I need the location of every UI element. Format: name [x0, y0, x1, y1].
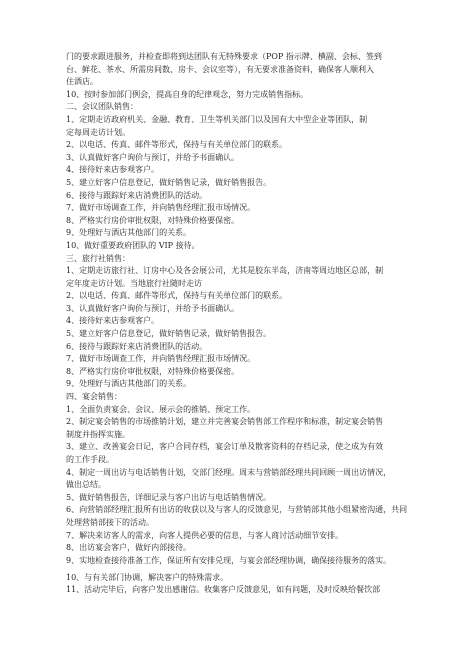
- text-line: 5、建立好客户信息登记，做好销售记录，做好销售报告。: [66, 177, 272, 187]
- text-line: 门的要求跟进服务，并检查即将到达团队有无特殊要求（POP 指示牌、横副、会标、签到: [66, 52, 382, 61]
- text-line: 2、以电话、传真、邮件等形式，保持与有关单位部门的联系。: [66, 291, 288, 301]
- text-line: 4、接待好来店参观客户。: [66, 316, 160, 326]
- text-line: 4、接待好来店参观客户。: [66, 165, 160, 175]
- text-line: 8、出访宴会客户，做好内部接待。: [66, 543, 192, 553]
- text-line: 1、定期走访政府机关、金融、教育、卫生等机关部门以及国有大中型企业等团队，制: [66, 114, 368, 124]
- text-line: 7、解决来访客人的需求，向客人提供必要的信息，与客人商讨活动细节安排。: [66, 530, 344, 540]
- text-line: 9、处理好与酒店其他部门的关系。: [66, 228, 192, 238]
- text-line: 6、接待与跟踪好来店消费团队的活动。: [66, 341, 208, 351]
- text-line: 9、实地检查接待准备工作，保证所有安排兑现，与宴会部经理协调，确保接待服务的落实。: [66, 555, 392, 565]
- text-line: 处理营销部接下的活动。: [66, 517, 154, 527]
- text-line: 4、制定一周出访与电话销售计划，交部门经理。周末与营销部经理共同回顾一周出访情况，: [66, 467, 392, 477]
- text-line: 10、做好重要政府团队的 VIP 接待。: [66, 240, 200, 250]
- text-line: 做出总结。: [66, 480, 106, 490]
- text-line: 定年度走访计划。当地旅行社随时走访: [66, 278, 202, 288]
- text-line: 的工作手段。: [66, 455, 114, 464]
- text-line: 10、按时参加部门例会，提高自身的纪律观念，努力完成销售指标。: [66, 89, 309, 99]
- text-line: 3、认真做好客户询价与预订，并给予书面确认。: [66, 303, 240, 313]
- text-line: 2、以电话、传真、邮件等形式，保持与有关单位部门的联系。: [66, 140, 288, 150]
- text-line: 二、会议团队销售：: [66, 102, 138, 112]
- text-line: 7、做好市场调查工作，并向销售经理汇报市场情况。: [66, 203, 256, 213]
- text-line: 6、接待与跟踪好来店消费团队的活动。: [66, 190, 208, 200]
- text-line: 11、活动完毕后，向客户发出感谢信。收集客户反馈意见，如有问题，及时反映给餐饮部: [66, 585, 381, 595]
- text-line: 5、做好销售报告，详细记录与客户出访与电话销售情况。: [66, 492, 272, 502]
- text-line: 8、严格实行房价审批权限，对特殊价格要保密。: [66, 215, 240, 225]
- text-line: 三、旅行社销售：: [66, 253, 130, 263]
- text-line: 3、建立、改善宴会日记，客户合同存档，宴会订单及散客资料的存档记录，使之成为有效: [66, 442, 384, 452]
- text-line: 1、全面负责宴会、会议、展示会的推销、预定工作。: [66, 404, 256, 414]
- text-line: 台、鲜花、茶水、所需房间数、房卡、会议室等），有无要求准备资料，确保客人顺利入: [66, 64, 374, 74]
- text-line: 8、严格实行房价审批权限，对特殊价格要保密。: [66, 366, 240, 376]
- text-line: 制度并指挥实施。: [66, 429, 130, 439]
- text-line: 6、向营销部经理汇报所有出访的收获以及与客人的反馈意见，与营销部其他小组紧密沟通，共同: [66, 505, 408, 515]
- text-line: 10、与有关部门协调，解决客户的特殊需求。: [66, 572, 229, 582]
- text-line: 7、做好市场调查工作，并向销售经理汇报市场情况。: [66, 354, 256, 364]
- text-line: 2、制定宴会销售的市场推销计划，建立并完善宴会销售部工作程序和标准，制定宴会销售: [66, 417, 384, 427]
- text-line: 四、宴会销售：: [66, 392, 122, 402]
- text-line: 定每周走访计划。: [66, 127, 130, 137]
- text-line: 住酒店。: [66, 77, 98, 87]
- text-line: 5、建立好客户信息登记，做好销售记录，做好销售报告。: [66, 329, 272, 339]
- text-line: 9、处理好与酒店其他部门的关系。: [66, 379, 192, 389]
- text-line: 3、认真做好客户询价与预订，并给予书面确认。: [66, 152, 240, 162]
- text-line: 1、定期走访旅行社、订房中心及各会展公司，尤其是胶东半岛，济南等周边地区总部，制: [66, 266, 384, 276]
